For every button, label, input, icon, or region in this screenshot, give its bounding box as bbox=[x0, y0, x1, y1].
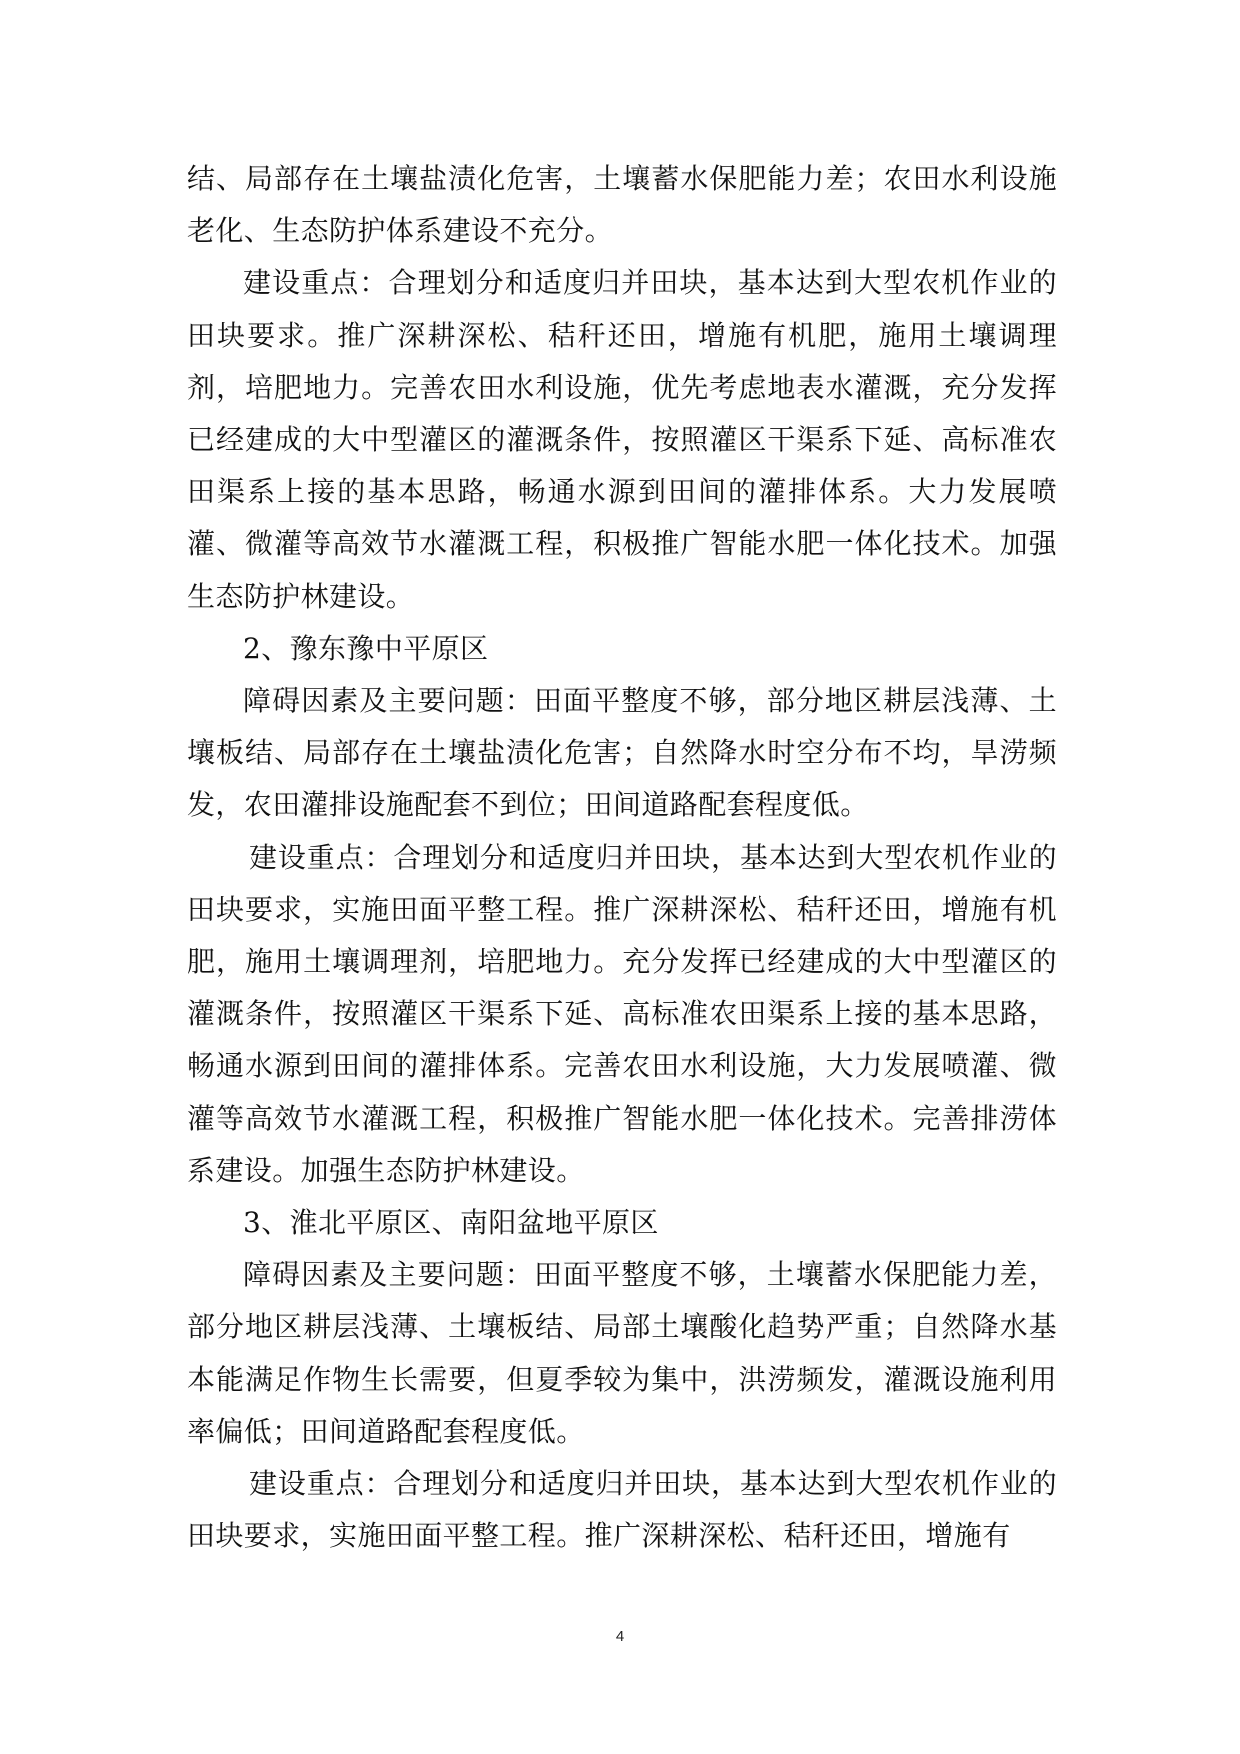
paragraph-construction-focus-3: 建设重点：合理划分和适度归并田块，基本达到大型农机作业的田块要求，实施田面平整工程。推广深耕深松、秸秆还田，增施有 bbox=[187, 1467, 1057, 1553]
paragraph-obstacles-3: 障碍因素及主要问题：田面平整度不够，土壤蓄水保肥能力差，部分地区耕层浅薄、土壤板结、局部土壤酸化趋势严重；自然降水基本能满足作物生长需要，但夏季较为集中，洪涝频发，灌溉设施利用率偏低；田间道路配套程度低。 bbox=[187, 1258, 1057, 1448]
paragraph-construction-focus-1: 建设重点：合理划分和适度归并田块，基本达到大型农机作业的田块要求。推广深耕深松、秸秆还田，增施有机肥，施用土壤调理剂，培肥地力。完善农田水利设施，优先考虑地表水灌溉，充分发挥已经建成的大中型灌区的灌溉条件，按照灌区干渠系下延、高标准农田渠系上接的基本思路，畅通水源到田间的灌排体系。大力发展喷灌、微灌等高效节水灌溉工程，积极推广智能水肥一体化技术。加强生态防护林建设。 bbox=[187, 266, 1057, 613]
section-heading-2: 2、豫东豫中平原区 bbox=[243, 631, 489, 665]
body-text bbox=[187, 153, 1057, 1562]
section-heading-3: 3、淮北平原区、南阳盆地平原区 bbox=[243, 1206, 659, 1240]
paragraph-obstacles-2: 障碍因素及主要问题：田面平整度不够，部分地区耕层浅薄、土壤板结、局部存在土壤盐渍化危害；自然降水时空分布不均，旱涝频发，农田灌排设施配套不到位；田间道路配套程度低。 bbox=[187, 684, 1057, 822]
page-number: 4 bbox=[615, 1628, 625, 1645]
paragraph-construction-focus-2: 建设重点：合理划分和适度归并田块，基本达到大型农机作业的田块要求，实施田面平整工程。推广深耕深松、秸秆还田，增施有机肥，施用土壤调理剂，培肥地力。充分发挥已经建成的大中型灌区的灌溉条件，按照灌区干渠系下延、高标准农田渠系上接的基本思路，畅通水源到田间的灌排体系。完善农田水利设施，大力发展喷灌、微灌等高效节水灌溉工程，积极推广智能水肥一体化技术。完善排涝体系建设。加强生态防护林建设。 bbox=[187, 840, 1057, 1187]
paragraph-continuation: 结、局部存在土壤盐渍化危害，土壤蓄水保肥能力差；农田水利设施老化、生态防护体系建设不充分。 bbox=[187, 162, 1057, 248]
